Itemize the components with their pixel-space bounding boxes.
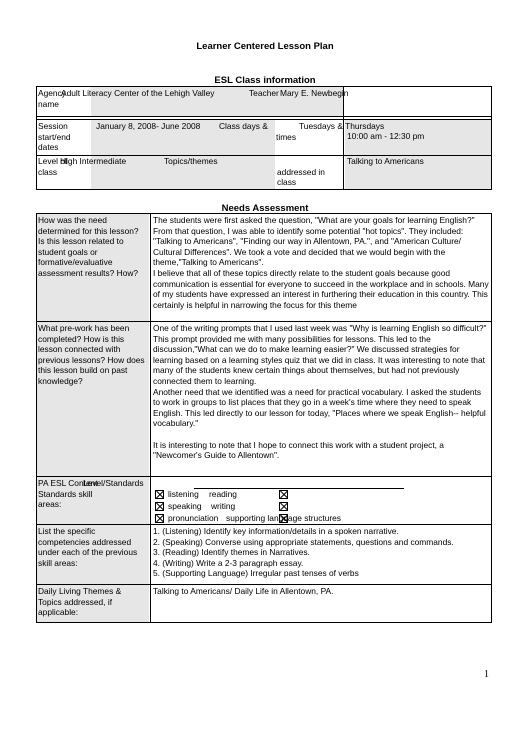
skill-reading: reading xyxy=(209,489,237,499)
listening-checkbox[interactable] xyxy=(155,490,164,499)
class-info-table: Agency name Adult Literacy Center of the Lehigh Valley Teacher Mary E. Newbegin Session start/end dates January 8, 2008- June 2008 Class days & times Tuesdays & Thursdays 10:00 am - 12:30 pm Level of class High Intermediate Topics/themes addressed in class Talking to Americans xyxy=(36,86,492,190)
days-value: Tuesdays & Thursdays xyxy=(299,121,385,131)
competency-item: 3. (Reading) Identify themes in Narratives. xyxy=(153,547,310,558)
level-label: Level of class xyxy=(38,156,68,177)
answer-prework-p3: It is interesting to note that I hope to connect this work with a student project, a "Newcomer's Guide to Allentown". xyxy=(153,439,444,461)
competency-item: 4. (Writing) Write a 2-3 paragraph essay. xyxy=(153,557,304,568)
competency-item: 2. (Speaking) Converse using appropriate statements, questions and commands. xyxy=(153,536,454,547)
reading-checkbox[interactable] xyxy=(279,490,288,499)
competency-item: 1. (Listening) Identify key information/details in a spoken narrative. xyxy=(153,526,399,536)
answer-need-p2: I believe that all of these topics directly relate to the student goals because good communication is essential for everyone to succeed in the workplace and in schools. Many of my students have expressed an interest in furthering their education in this country. This certainly is helpful in narrowing the focus for this theme xyxy=(153,267,489,310)
skill-supporting-language: supporting language structures xyxy=(226,513,341,523)
agency-label: Agency name xyxy=(38,88,66,109)
question-prework: What pre-work has been completed? How is this lesson connected with previous lessons? How does this lesson build on past knowledge? xyxy=(38,323,145,386)
competency-list xyxy=(153,526,454,579)
question-competencies: List the specific competencies addressed under each of the previous skill areas: xyxy=(38,526,138,568)
answer-need xyxy=(153,215,489,310)
teacher-label: Teacher xyxy=(249,88,279,98)
page-number: 1 xyxy=(484,669,489,680)
supporting-language-checkbox[interactable] xyxy=(279,514,288,523)
needs-table xyxy=(36,213,492,623)
skill-listening: listening xyxy=(168,489,199,499)
pa-standards-label: PA ESL Content Standards skill areas: xyxy=(38,478,98,510)
question-daily-living: Daily Living Themes & Topics addressed, if applicable: xyxy=(38,586,122,618)
session-label: Session start/end dates xyxy=(38,121,71,153)
skill-pronunciation: pronunciation xyxy=(168,513,219,523)
writing-checkbox[interactable] xyxy=(279,502,288,511)
pronunciation-checkbox[interactable] xyxy=(155,514,164,523)
answer-daily-living: Talking to Americans/ Daily Life in Allentown, PA. xyxy=(153,586,334,596)
session-value: January 8, 2008- June 2008 xyxy=(96,121,201,131)
question-need: How was the need determined for this lesson? Is this lesson related to student goals or formative/evaluative assessment results? How? xyxy=(38,215,139,278)
speaking-checkbox[interactable] xyxy=(155,502,164,511)
answer-need-p1: The students were first asked the question, "What are your goals for learning English?" From that question, I was able to identify some potential "hot topics". They included: "Talking to Americans", "Finding our way in Allentown, PA.", and "American Culture/ Cultural Differences". We took a vote and decided that we would begin with the theme,"Talking to Americans". xyxy=(153,215,475,268)
level-standards-label: Level/Standards xyxy=(83,478,144,488)
class-info-heading: ESL Class information xyxy=(214,75,316,86)
document-title: Learner Centered Lesson Plan xyxy=(196,41,334,52)
agency-value: Adult Literacy Center of the Lehigh Valley xyxy=(61,88,215,98)
needs-heading: Needs Assessment xyxy=(221,203,309,214)
answer-prework-p2: Another need that we identified was a need for practical vocabulary. I asked the students to work in groups to list places that they go in a week's time where they need to speak English. This led directly to our lesson for today, "Places where we speak English-- helpful vocabulary." xyxy=(153,386,486,429)
competency-item: 5. (Supporting Language) Irregular past tenses of verbs xyxy=(153,568,359,579)
skill-writing: writing xyxy=(211,501,236,511)
skill-speaking: speaking xyxy=(168,501,202,511)
level-value: High Intermediate xyxy=(60,156,127,166)
answer-prework-p1: One of the writing prompts that I used last week was "Why is learning English so difficult?" This prompt provided me with many possibilities for lessons. This led to the discussion,"What can we do to make learning easier?" We discussed strategies for learning based on a learning styles quiz that we did in class. It was interesting to note that many of the students knew certain things about themselves, but had not previously connected them to learning. xyxy=(153,323,487,386)
answer-prework xyxy=(153,323,489,461)
topics-value: Talking to Americans xyxy=(347,156,424,166)
times-value: 10:00 am - 12:30 pm xyxy=(347,131,425,141)
teacher-value: Mary E. Newbegin xyxy=(280,88,349,98)
